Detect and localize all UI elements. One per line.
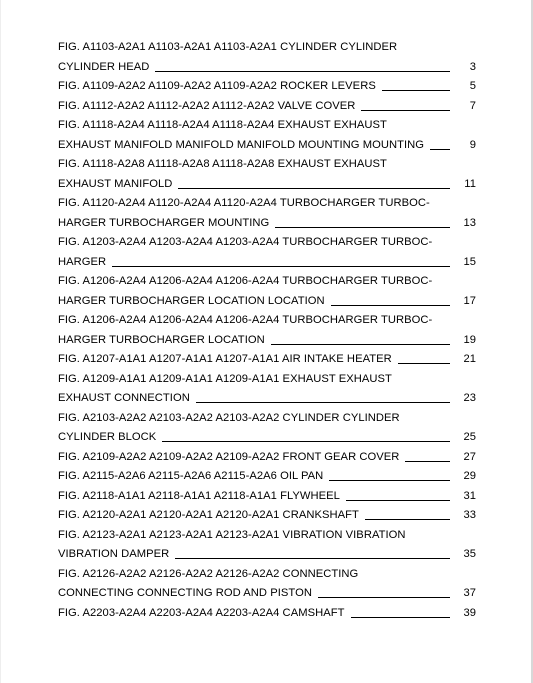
toc-leader-line: [351, 617, 450, 618]
toc-entry[interactable]: [58, 487, 476, 507]
toc-page-number: 29: [463, 470, 476, 482]
toc-entry-title: VIBRATION DAMPER: [58, 548, 170, 560]
toc-leader-line: [271, 344, 450, 345]
toc-entry[interactable]: [58, 233, 476, 272]
toc-page-number: 33: [463, 509, 476, 521]
toc-entry-title: FIG. A1120-A2A4 A1120-A2A4 A1120-A2A4 TURBOCHARGER TURBOC-: [58, 197, 430, 209]
toc-leader-line: [318, 597, 450, 598]
toc-entry[interactable]: [58, 448, 476, 468]
toc-entry-title: FIG. A2126-A2A2 A2126-A2A2 A2126-A2A2 CONNECTING: [58, 567, 359, 580]
toc-leader-line: [405, 461, 450, 462]
toc-leader-line: [346, 500, 450, 501]
toc-entry-title: FIG. A2120-A2A1 A2120-A2A1 A2120-A2A1 CRANKSHAFT: [58, 509, 359, 521]
toc-entry[interactable]: [58, 194, 476, 233]
toc-leader-line: [331, 305, 450, 306]
toc-page-number: 11: [464, 177, 476, 190]
toc-page-number: 37: [463, 587, 476, 599]
toc-entry[interactable]: [58, 77, 476, 97]
toc-leader-line: [162, 441, 450, 442]
toc-entry-line: [58, 370, 476, 390]
toc-page-number: 7: [469, 99, 476, 112]
toc-entry-title: CYLINDER HEAD: [58, 60, 150, 73]
toc-entry-line: [58, 389, 476, 409]
toc-entry-line: [58, 292, 476, 312]
table-of-contents: [58, 38, 476, 623]
toc-entry-title: EXHAUST MANIFOLD: [58, 177, 173, 190]
toc-entry-line: [58, 253, 476, 273]
toc-entry-line: [58, 350, 476, 370]
toc-entry-line: [58, 194, 476, 214]
toc-entry-line: [58, 545, 476, 565]
toc-entry-title: FIG. A1118-A2A4 A1118-A2A4 A1118-A2A4 EXHAUST EXHAUST: [58, 119, 387, 131]
toc-leader-line: [430, 149, 450, 150]
toc-entry-title: HARGER: [58, 255, 107, 268]
toc-entry-line: [58, 58, 476, 78]
toc-entry-title: FIG. A1112-A2A2 A1112-A2A2 A1112-A2A2 VALVE COVER: [58, 99, 356, 112]
toc-entry[interactable]: [58, 155, 476, 194]
toc-entry-title: FIG. A1206-A2A4 A1206-A2A4 A1206-A2A4 TURBOCHARGER TURBOC-: [58, 275, 433, 287]
toc-entry-title: FIG. A1209-A1A1 A1209-A1A1 A1209-A1A1 EXHAUST EXHAUST: [58, 372, 392, 385]
toc-page-number: 17: [463, 294, 476, 307]
toc-entry-title: FIG. A2123-A2A1 A2123-A2A1 A2123-A2A1 VIBRATION VIBRATION: [58, 528, 406, 541]
toc-page-number: 13: [463, 216, 476, 229]
toc-entry[interactable]: [58, 97, 476, 117]
toc-leader-line: [398, 363, 450, 364]
toc-entry-title: FIG. A2115-A2A6 A2115-A2A6 A2115-A2A6 OIL PAN: [58, 470, 324, 482]
toc-entry[interactable]: [58, 409, 476, 448]
toc-leader-line: [382, 90, 450, 91]
toc-entry-line: [58, 233, 476, 253]
toc-entry[interactable]: [58, 350, 476, 370]
toc-entry-line: [58, 604, 476, 624]
page-left-edge: [0, 0, 1, 683]
toc-entry-line: [58, 97, 476, 117]
toc-entry[interactable]: [58, 272, 476, 311]
toc-entry-line: [58, 175, 476, 195]
toc-entry-line: [58, 214, 476, 234]
toc-leader-line: [178, 188, 450, 189]
toc-entry-title: FIG. A1118-A2A8 A1118-A2A8 A1118-A2A8 EXHAUST EXHAUST: [58, 158, 387, 170]
toc-page-number: 25: [463, 431, 476, 443]
toc-entry-line: [58, 506, 476, 526]
toc-page-number: 35: [463, 548, 476, 560]
toc-entry-title: FIG. A1203-A2A4 A1203-A2A4 A1203-A2A4 TURBOCHARGER TURBOC-: [58, 236, 433, 248]
toc-entry-line: [58, 116, 476, 136]
toc-entry-title: EXHAUST CONNECTION: [58, 392, 190, 404]
toc-entry-line: [58, 584, 476, 604]
toc-entry-title: HARGER TURBOCHARGER LOCATION LOCATION: [58, 294, 325, 307]
toc-entry-line: [58, 77, 476, 97]
toc-leader-line: [175, 558, 450, 559]
toc-entry-title: FIG. A2118-A1A1 A2118-A1A1 A2118-A1A1 FLYWHEEL: [58, 489, 340, 502]
toc-entry-title: CYLINDER BLOCK: [58, 431, 157, 443]
toc-page-number: 15: [463, 255, 476, 268]
toc-page-number: 3: [469, 60, 476, 73]
toc-entry-title: FIG. A2109-A2A2 A2109-A2A2 A2109-A2A2 FRONT GEAR COVER: [58, 450, 400, 463]
toc-leader-line: [365, 519, 450, 520]
toc-page-number: 27: [463, 450, 476, 463]
toc-entry-title: EXHAUST MANIFOLD MANIFOLD MANIFOLD MOUNTING MOUNTING: [58, 138, 425, 151]
toc-entry-title: HARGER TURBOCHARGER LOCATION: [58, 333, 265, 346]
toc-leader-line: [155, 71, 450, 72]
toc-page-number: 31: [463, 489, 476, 502]
toc-leader-line: [112, 266, 450, 267]
toc-leader-line: [329, 480, 450, 481]
toc-entry-title: FIG. A1109-A2A2 A1109-A2A2 A1109-A2A2 ROCKER LEVERS: [58, 80, 376, 92]
toc-entry[interactable]: [58, 604, 476, 624]
toc-entry[interactable]: [58, 526, 476, 565]
toc-entry-line: [58, 38, 476, 58]
toc-entry-line: [58, 487, 476, 507]
toc-page-number: 9: [469, 138, 476, 151]
toc-entry-line: [58, 331, 476, 351]
toc-entry-line: [58, 428, 476, 448]
toc-entry-title: FIG. A1206-A2A4 A1206-A2A4 A1206-A2A4 TURBOCHARGER TURBOC-: [58, 314, 433, 326]
toc-entry-title: HARGER TURBOCHARGER MOUNTING: [58, 216, 270, 229]
toc-entry-line: [58, 565, 476, 585]
toc-page-number: 39: [463, 606, 476, 619]
toc-entry-title: FIG. A1207-A1A1 A1207-A1A1 A1207-A1A1 AIR INTAKE HEATER: [58, 353, 392, 365]
toc-entry[interactable]: [58, 506, 476, 526]
toc-leader-line: [275, 227, 450, 228]
toc-entry-line: [58, 448, 476, 468]
toc-entry[interactable]: [58, 565, 476, 604]
toc-entry-line: [58, 409, 476, 429]
toc-entry[interactable]: [58, 370, 476, 409]
toc-entry-title: FIG. A2203-A2A4 A2203-A2A4 A2203-A2A4 CAMSHAFT: [58, 606, 345, 619]
toc-entry-line: [58, 136, 476, 156]
toc-entry-title: FIG. A1103-A2A1 A1103-A2A1 A1103-A2A1 CYLINDER CYLINDER: [58, 41, 398, 53]
toc-entry[interactable]: [58, 38, 476, 77]
toc-page-number: 23: [463, 392, 476, 404]
toc-entry-line: [58, 155, 476, 175]
toc-entry-line: [58, 311, 476, 331]
toc-page-number: 21: [463, 353, 476, 365]
toc-entry-title: FIG. A2103-A2A2 A2103-A2A2 A2103-A2A2 CYLINDER CYLINDER: [58, 411, 400, 424]
toc-entry-line: [58, 526, 476, 546]
toc-entry-line: [58, 272, 476, 292]
toc-page-number: 19: [463, 333, 476, 346]
toc-leader-line: [361, 110, 450, 111]
toc-entry-line: [58, 467, 476, 487]
toc-entry[interactable]: [58, 467, 476, 487]
toc-entry-title: CONNECTING CONNECTING ROD AND PISTON: [58, 587, 312, 599]
toc-entry[interactable]: [58, 116, 476, 155]
toc-page-number: 5: [469, 80, 476, 92]
toc-entry[interactable]: [58, 311, 476, 350]
toc-leader-line: [196, 402, 450, 403]
